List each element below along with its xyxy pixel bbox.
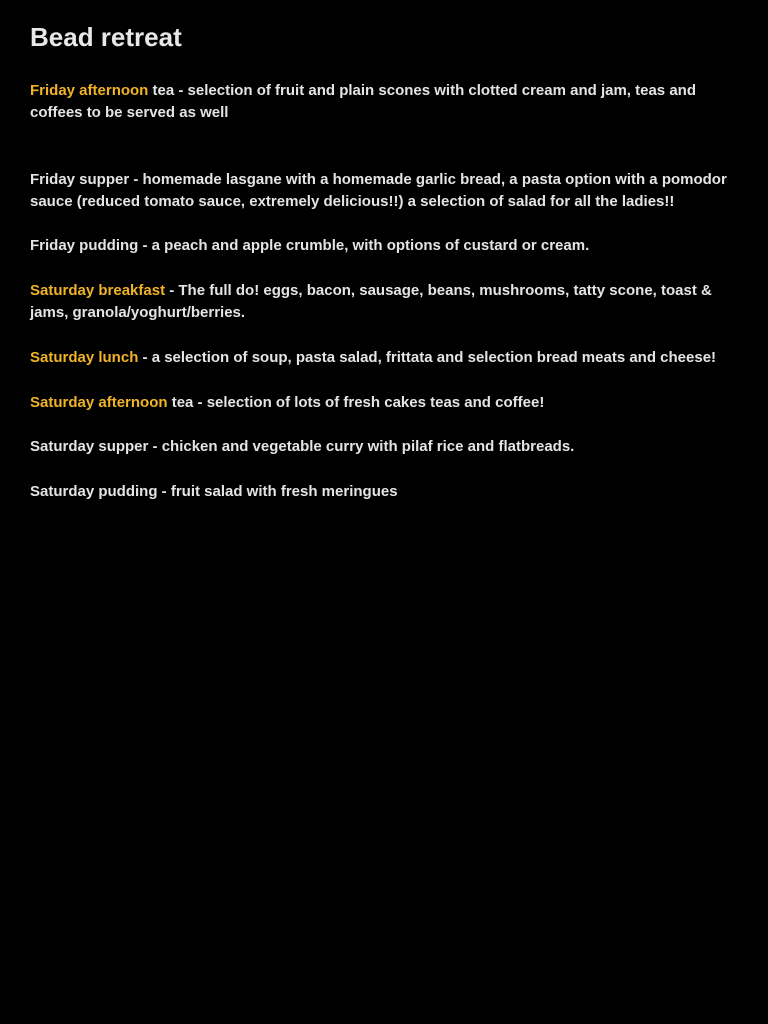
note-paragraph-friday-supper[interactable] xyxy=(30,169,742,214)
highlighted-text: Saturday lunch xyxy=(30,348,139,366)
note-paragraph-friday-afternoon-tea[interactable] xyxy=(30,80,742,125)
note-body[interactable] xyxy=(30,0,742,503)
paragraph-text: tea - selection of fruit and plain scones with clotted cream and jam, teas and coffees to be served as well xyxy=(30,82,696,122)
paragraph-text: Saturday pudding - fruit salad with fresh meringues xyxy=(30,482,398,500)
note-paragraph-friday-pudding[interactable] xyxy=(30,235,742,257)
note-paragraph-saturday-pudding[interactable] xyxy=(30,481,742,503)
note-paragraph-saturday-supper[interactable] xyxy=(30,436,742,458)
note-title[interactable]: Bead retreat xyxy=(30,22,182,52)
highlighted-text: Saturday breakfast xyxy=(30,282,166,300)
paragraph-text: Friday supper - homemade lasgane with a homemade garlic bread, a pasta option with a pomodor sauce (reduced tomato sauce, extremely delicious!!) a selection of salad for all the ladies!! xyxy=(30,170,727,210)
note-paragraph-saturday-breakfast[interactable] xyxy=(30,280,742,325)
paragraph-text: tea - selection of lots of fresh cakes teas and coffee! xyxy=(167,393,545,411)
highlighted-text: Saturday afternoon xyxy=(30,393,168,411)
paragraph-text: - The full do! eggs, bacon, sausage, beans, mushrooms, tatty scone, toast & jams, granola/yoghurt/berries. xyxy=(30,282,712,322)
note-paragraph-saturday-afternoon-tea[interactable] xyxy=(30,392,742,414)
highlighted-text: Friday afternoon xyxy=(30,82,149,99)
paragraph-text: Saturday supper - chicken and vegetable curry with pilaf rice and flatbreads. xyxy=(30,438,575,456)
paragraph-text: Friday pudding - a peach and apple crumble, with options of custard or cream. xyxy=(30,237,590,255)
note-paragraph-saturday-lunch[interactable] xyxy=(30,347,742,369)
paragraph-text: - a selection of soup, pasta salad, frittata and selection bread meats and cheese! xyxy=(138,348,717,366)
